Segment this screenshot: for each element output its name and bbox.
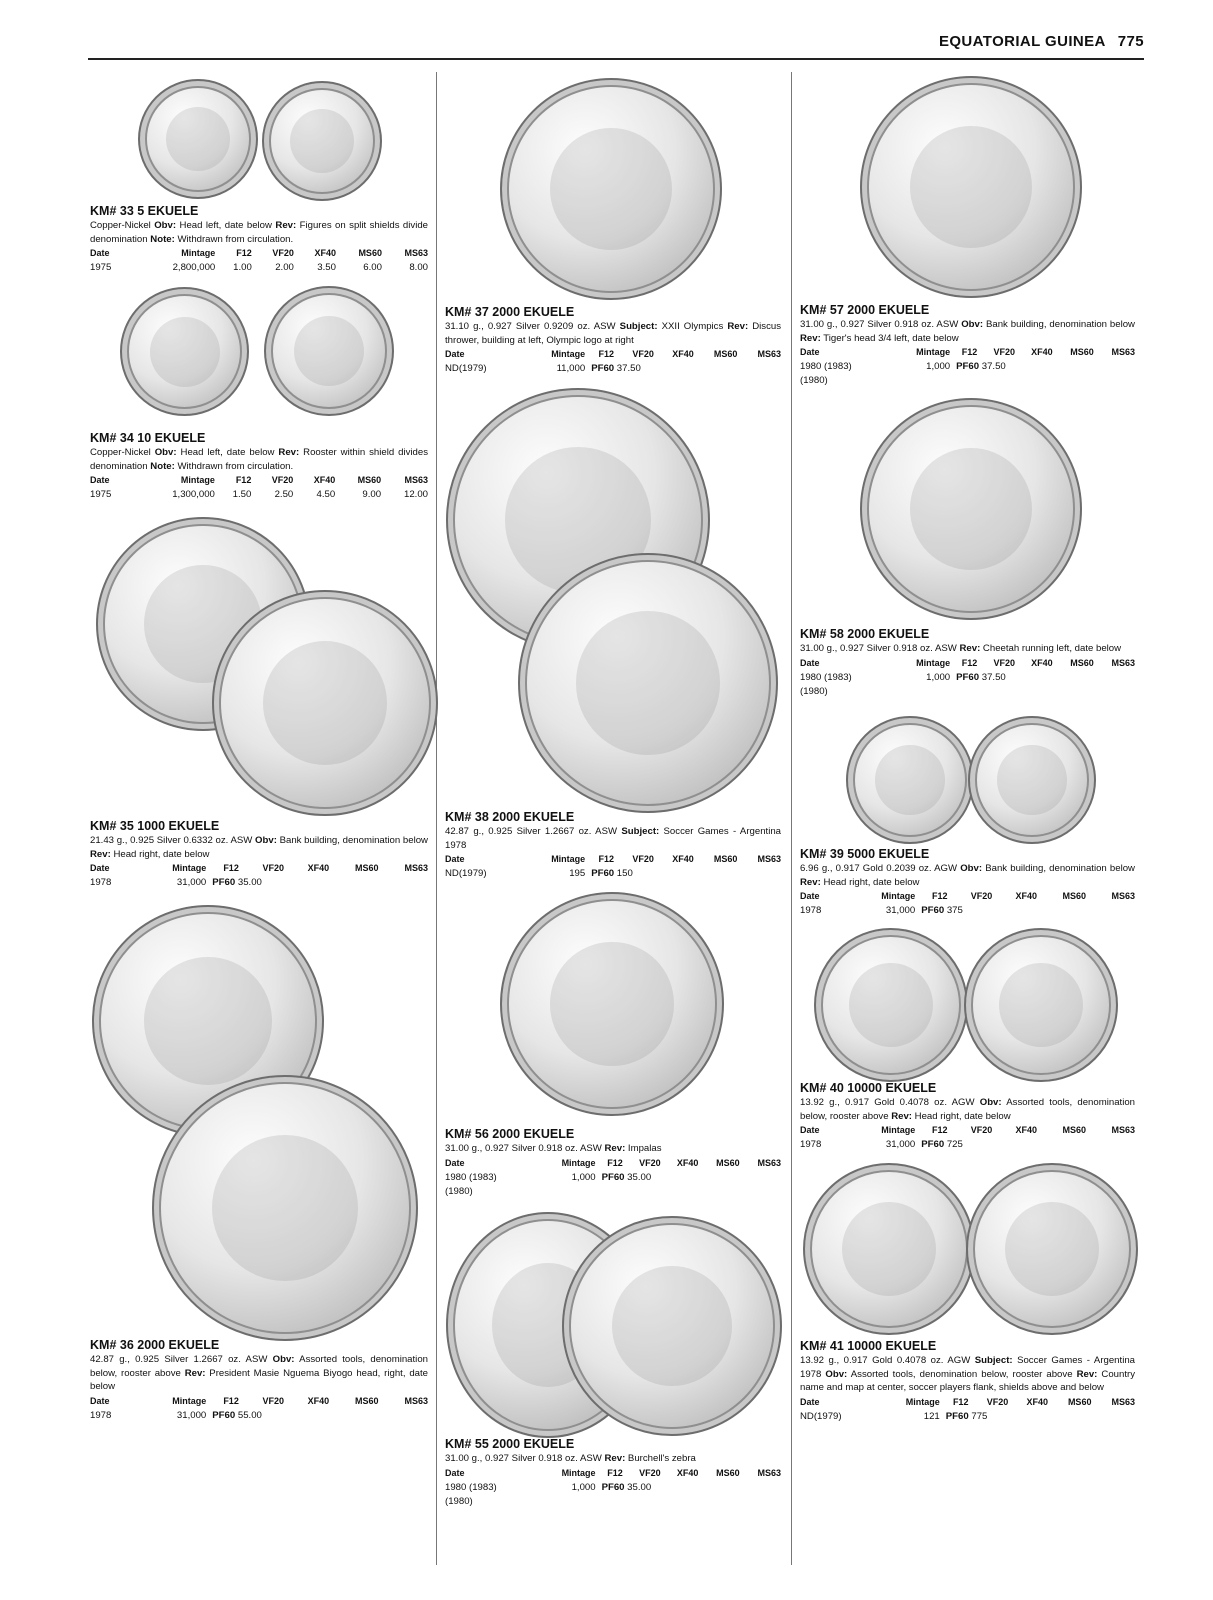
- coin-km41-reverse: [966, 1163, 1138, 1335]
- mintage-table: Date Mintage F12 VF20 XF40 MS60 MS63 ND(1979) 121 PF60 775: [800, 1396, 1135, 1422]
- entry-description: Copper-Nickel Obv: Head left, date below Rev: Rooster within shield divides denomination Note: Withdrawn from circulation.: [90, 447, 428, 472]
- column-rule-2: [791, 72, 792, 1565]
- entry-km57: [800, 302, 1135, 388]
- entry-description: 6.96 g., 0.917 Gold 0.2039 oz. AGW Obv: Bank building, denomination below Rev: Head right, date below: [800, 863, 1135, 888]
- mintage-table: Date Mintage F12 VF20 XF40 MS60 MS63 1980 (1983) 1,000 PF60 37.50 (1980): [800, 347, 1135, 386]
- entry-description: 31.00 g., 0.927 Silver 0.918 oz. ASW Obv: Bank building, denomination below Rev: Tiger's head 3/4 left, date below: [800, 319, 1135, 344]
- entry-title: KM# 39 5000 EKUELE: [800, 847, 930, 861]
- running-head-title: EQUATORIAL GUINEA: [938, 33, 1106, 50]
- mintage-table: Date Mintage F12 VF20 XF40 MS60 MS63 1980 (1983) 1,000 PF60 35.00 (1980): [445, 1467, 781, 1507]
- entry-title: KM# 35 1000 EKUELE: [90, 819, 220, 833]
- entry-title: KM# 36 2000 EKUELE: [90, 1338, 220, 1352]
- coin-km34-obverse: [120, 287, 249, 416]
- entry-title: KM# 56 2000 EKUELE: [445, 1127, 575, 1141]
- entry-km41: [800, 1338, 1135, 1424]
- entry-km36: [90, 1337, 428, 1423]
- entry-description: 13.92 g., 0.917 Gold 0.4078 oz. AGW Subject: Soccer Games - Argentina 1978 Obv: Assorted tools, denomination below, rooster above Rev: Country name and map at center, soccer players flank, shields above and below: [800, 1355, 1135, 1393]
- entry-km37: [445, 304, 781, 376]
- entry-title: KM# 34 10 EKUELE: [90, 431, 206, 445]
- page-number: 775: [1117, 33, 1144, 50]
- mintage-table: Date Mintage F12 VF20 XF40 MS60 MS63 ND(1979) 195 PF60 150: [445, 854, 781, 879]
- mintage-table: Date Mintage F12 VF20 XF40 MS60 MS63 1975 2,800,000 1.00 2.00 3.50 6.00 8.00: [90, 248, 428, 273]
- coin-km58-reverse: [860, 398, 1082, 620]
- coin-km37-reverse: [500, 78, 722, 300]
- mintage-table: Date Mintage F12 VF20 XF40 MS60 MS63 1978 31,000 PF60 375: [800, 891, 1135, 916]
- entry-description: 31.00 g., 0.927 Silver 0.918 oz. ASW Rev: Impalas: [445, 1143, 662, 1154]
- coin-km36-reverse: [152, 1075, 418, 1341]
- entry-km33: [90, 203, 428, 275]
- mintage-table: Date Mintage F12 VF20 XF40 MS60 MS63 1978 31,000 PF60 35.00: [90, 863, 428, 888]
- entry-description: Copper-Nickel Obv: Head left, date below Rev: Figures on split shields divide denomination Note: Withdrawn from circulation.: [90, 220, 429, 245]
- entry-description: 13.92 g., 0.917 Gold 0.4078 oz. AGW Obv: Assorted tools, denomination below, rooster above Rev: Head right, date below: [800, 1097, 1135, 1122]
- mintage-table: Date Mintage F12 VF20 XF40 MS60 MS63 1975 1,300,000 1.50 2.50 4.50 9.00 12.00: [90, 475, 428, 500]
- coin-km33-reverse: [262, 81, 382, 201]
- coin-km57-reverse: [860, 76, 1082, 298]
- entry-km58: [800, 626, 1135, 699]
- entry-title: KM# 55 2000 EKUELE: [445, 1437, 575, 1451]
- mintage-table: Date Mintage F12 VF20 XF40 MS60 MS63 1978 31,000 PF60 55.00: [90, 1395, 428, 1421]
- entry-title: KM# 37 2000 EKUELE: [445, 305, 575, 319]
- column-rule-1: [436, 72, 437, 1565]
- entry-description: 42.87 g., 0.925 Silver 1.2667 oz. ASW Subject: Soccer Games - Argentina 1978: [445, 826, 781, 851]
- coin-km56-reverse: [500, 892, 724, 1116]
- entry-km40: [800, 1080, 1135, 1152]
- entry-title: KM# 41 10000 EKUELE: [800, 1339, 937, 1353]
- coin-km41-obverse: [803, 1163, 975, 1335]
- running-head: [939, 33, 1144, 50]
- entry-km35: [90, 818, 428, 890]
- entry-title: KM# 58 2000 EKUELE: [800, 627, 930, 641]
- mintage-table: Date Mintage F12 VF20 XF40 MS60 MS63 1980 (1983) 1,000 PF60 35.00 (1980): [445, 1157, 781, 1197]
- mintage-table: Date Mintage F12 VF20 XF40 MS60 MS63 1978 31,000 PF60 725: [800, 1125, 1135, 1150]
- entry-km56: [445, 1126, 781, 1199]
- entry-km38: [445, 809, 781, 881]
- coin-km34-reverse: [264, 286, 394, 416]
- coin-km39-reverse: [968, 716, 1096, 844]
- entry-description: 42.87 g., 0.925 Silver 1.2667 oz. ASW Obv: Assorted tools, denomination below, rooster above Rev: President Masie Nguema Biyogo head, right, date below: [90, 1354, 428, 1392]
- entry-description: 31.00 g., 0.927 Silver 0.918 oz. ASW Rev: Cheetah running left, date below: [800, 643, 1122, 654]
- coin-km39-obverse: [846, 716, 974, 844]
- coin-km38-reverse: [518, 553, 778, 813]
- entry-description: 21.43 g., 0.925 Silver 0.6332 oz. ASW Obv: Bank building, denomination below Rev: Head right, date below: [90, 835, 428, 860]
- entry-description: 31.10 g., 0.927 Silver 0.9209 oz. ASW Subject: XXII Olympics Rev: Discus thrower, building at left, Olympic logo at right: [445, 321, 782, 346]
- entry-km39: [800, 846, 1135, 918]
- coin-km55-reverse: [562, 1216, 782, 1436]
- entry-km34: [90, 430, 428, 502]
- entry-title: KM# 33 5 EKUELE: [90, 204, 199, 218]
- mintage-table: Date Mintage F12 VF20 XF40 MS60 MS63 ND(1979) 11,000 PF60 37.50: [445, 349, 781, 374]
- entry-km55: [445, 1436, 781, 1509]
- coin-km35-reverse: [212, 590, 438, 816]
- coin-km33-obverse: [138, 79, 258, 199]
- page-header: [88, 28, 1144, 60]
- entry-title: KM# 57 2000 EKUELE: [800, 303, 930, 317]
- coin-km40-obverse: [814, 928, 968, 1082]
- entry-title: KM# 40 10000 EKUELE: [800, 1081, 937, 1095]
- coin-km40-reverse: [964, 928, 1118, 1082]
- entry-description: 31.00 g., 0.927 Silver 0.918 oz. ASW Rev: Burchell's zebra: [445, 1453, 696, 1464]
- entry-title: KM# 38 2000 EKUELE: [445, 810, 575, 824]
- mintage-table: Date Mintage F12 VF20 XF40 MS60 MS63 1980 (1983) 1,000 PF60 37.50 (1980): [800, 657, 1135, 697]
